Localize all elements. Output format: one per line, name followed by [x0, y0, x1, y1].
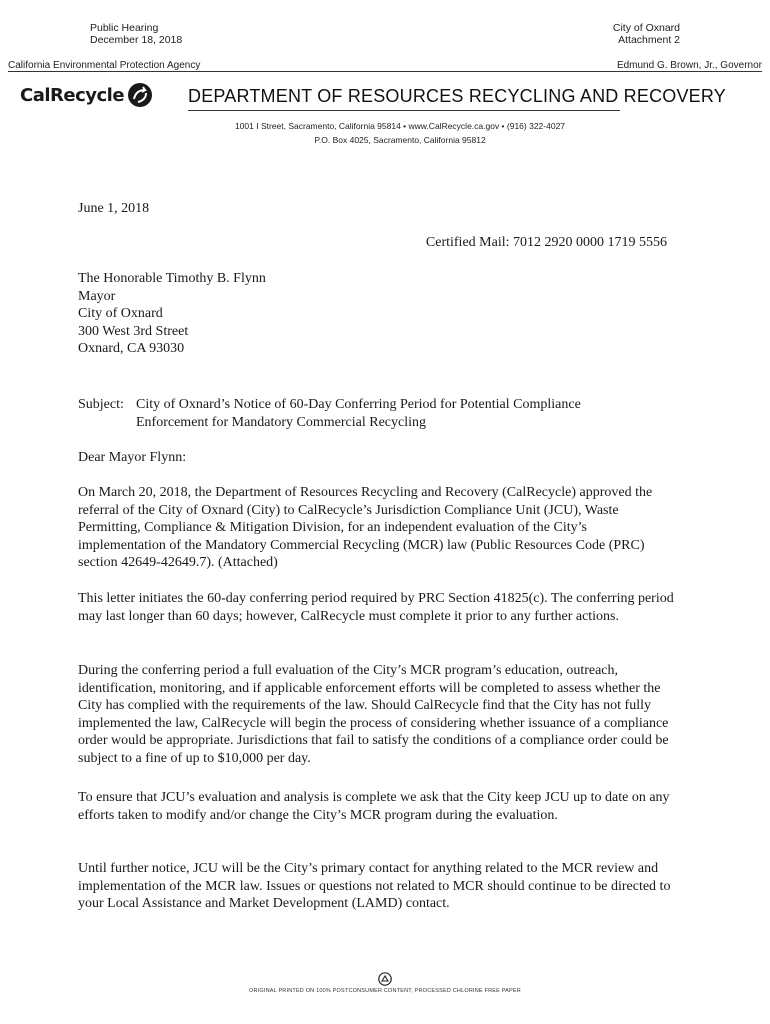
address-line-1: 1001 I Street, Sacramento, California 95814 • www.CalRecycle.ca.gov • (916) 322-4027 — [234, 121, 566, 131]
subject-text — [136, 396, 686, 431]
header-rule — [8, 71, 762, 72]
hearing-date: December 18, 2018 — [90, 34, 183, 46]
footer-note: ORIGINAL PRINTED ON 100% POSTCONSUMER CONTENT, PROCESSED CHLORINE FREE PAPER — [249, 988, 521, 994]
body-paragraph: During the conferring period a full evaluation of the City’s MCR program’s education, outreach, identification, monitoring, and if applicable enforcement efforts will be completed to assess whether the City has complied with the requirements of the law. Should CalRecycle find that the City has not fully implemented the law, CalRecycle will begin the process of considering whether issuance of a compliance order would be appropriate. Jurisdictions that fail to satisfy the conditions of a compliance order could be subject to a fine of up to $10,000 per day. — [78, 663, 669, 766]
department-title: DEPARTMENT OF RESOURCES RECYCLING AND RECOVERY — [188, 86, 726, 106]
letter-date: June 1, 2018 — [78, 201, 150, 216]
subject-block — [78, 396, 698, 431]
recycle-swirl-icon — [127, 82, 153, 108]
body-paragraph: To ensure that JCU’s evaluation and analysis is complete we ask that the City keep JCU up to date on any efforts taken to modify and/or change the City’s MCR program during the evaluation. — [78, 790, 670, 823]
body-paragraph: Until further notice, JCU will be the City’s primary contact for anything related to the MCR review and implementation of the MCR law. Issues or questions not related to MCR should continue to be directed to your Local Assistance and Market Development (LAMD) contact. — [78, 861, 671, 912]
subject-line-1: City of Oxnard’s Notice of 60-Day Conferring Period for Potential Compliance — [136, 397, 581, 412]
calrecycle-logo — [20, 82, 153, 108]
body-paragraph: This letter initiates the 60-day conferring period required by PRC Section 41825(c). The conferring period may last longer than 60 days; however, CalRecycle must complete it prior to any further actions. — [78, 591, 674, 624]
hearing-label: Public Hearing — [90, 22, 159, 34]
recipient-line: Oxnard, CA 93030 — [78, 341, 185, 357]
recycle-icon — [378, 972, 392, 986]
attachment-label: Attachment 2 — [618, 34, 680, 46]
subject-line-2: Enforcement for Mandatory Commercial Recycling — [136, 414, 427, 430]
subject-label: Subject: — [78, 397, 124, 412]
hearing-stamp — [90, 22, 182, 46]
agency-name: California Environmental Protection Agency — [8, 60, 201, 71]
attachment-stamp — [613, 22, 680, 46]
city-label: City of Oxnard — [612, 22, 680, 34]
recipient-line: 300 West 3rd Street — [78, 323, 189, 339]
recipient-line: Mayor — [78, 288, 116, 304]
department-rule — [188, 110, 620, 111]
address-line-2: P.O. Box 4025, Sacramento, California 95812 — [314, 135, 486, 145]
logo-wordmark: CalRecycle — [20, 84, 125, 106]
salutation: Dear Mayor Flynn: — [78, 450, 187, 465]
governor-name: Edmund G. Brown, Jr., Governor — [616, 60, 762, 71]
certified-mail: Certified Mail: 7012 2920 0000 1719 5556 — [425, 235, 667, 250]
recipient-address — [78, 270, 266, 358]
body-paragraph: On March 20, 2018, the Department of Resources Recycling and Recovery (CalRecycle) approved the referral of the City of Oxnard (City) to CalRecycle’s Jurisdiction Compliance Unit (JCU), Waste Permitting, Compliance & Mitigation Division, for an independent evaluation of the City’s implementation of the Mandatory Commercial Recycling (MCR) law (Public Resources Code (PRC) section 42649-42649.7). (Attached) — [78, 485, 653, 571]
recipient-line: City of Oxnard — [78, 306, 163, 322]
recipient-line: The Honorable Timothy B. Flynn — [78, 271, 266, 286]
